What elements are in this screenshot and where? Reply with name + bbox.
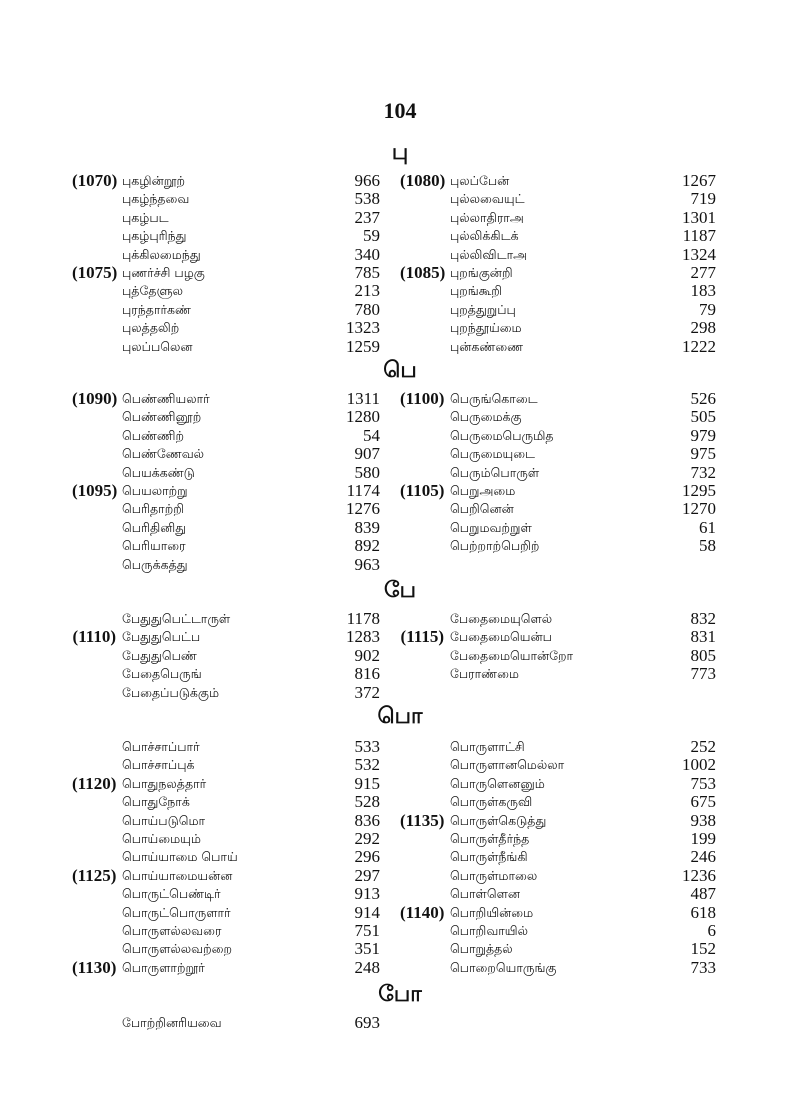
entry-word: பொருளாட்சி (450, 739, 525, 754)
entry-page-ref: 938 (690, 810, 716, 830)
entry-word: பொருளல்லவற்றை (122, 941, 232, 957)
index-entry (400, 338, 716, 356)
entry-word: பொருள்கருவி (450, 794, 533, 810)
entry-page-ref: 966 (354, 171, 380, 190)
entry-page-ref: 505 (690, 407, 716, 427)
entry-page-ref: 1323 (346, 318, 380, 338)
entry-word: பெண்ணியலார் (122, 391, 210, 406)
entry-page-ref: 914 (354, 902, 380, 922)
index-entry (400, 610, 716, 628)
index-entry (72, 867, 380, 885)
entry-page-ref: 1301 (682, 207, 716, 227)
index-entry (72, 482, 380, 500)
entry-page-ref: 963 (354, 554, 380, 574)
index-entry (72, 445, 380, 463)
entry-word: புகழ்பட (122, 209, 169, 225)
entry-page-ref: 79 (699, 299, 716, 319)
entry-word: பொதுநலத்தார் (122, 775, 207, 791)
entry-word: பொய்யாமையன்ன (122, 867, 233, 883)
entry-number: (1115) (400, 627, 444, 647)
index-entry (72, 647, 380, 665)
entry-page-ref: 773 (690, 664, 716, 684)
entry-number: (1130) (72, 957, 117, 977)
entry-word: பொருளாற்றூர் (122, 959, 205, 975)
index-entry (72, 848, 380, 866)
entry-page-ref: 1311 (346, 389, 380, 408)
entry-page-ref: 1270 (682, 499, 716, 519)
entry-word: புகழ்ந்தவை (122, 191, 190, 207)
index-entry (72, 338, 380, 356)
index-entry (400, 867, 716, 885)
entry-word: பேதைப்படுக்கும் (122, 684, 219, 700)
entry-page-ref: 1280 (346, 407, 380, 427)
index-entry (72, 264, 380, 282)
entry-page-ref: 1178 (346, 609, 380, 628)
entry-page-ref: 58 (699, 536, 716, 556)
entry-word: பொறிவாயில் (450, 922, 529, 938)
entry-page-ref: 751 (354, 920, 380, 940)
entry-word: புரந்தார்கண் (122, 301, 191, 317)
entry-page-ref: 183 (690, 281, 716, 301)
entry-page-ref: 733 (690, 957, 716, 977)
entry-word: பொருள்மாலை (450, 867, 538, 883)
entry-page-ref: 199 (690, 828, 716, 848)
entry-page-ref: 538 (354, 189, 380, 209)
entry-page-ref: 915 (354, 773, 380, 793)
entry-word: பேதுதுபெட்டாருள் (122, 611, 231, 626)
entry-word: பொறையொருங்கு (450, 959, 557, 975)
entry-page-ref: 805 (690, 645, 716, 665)
index-entry (72, 408, 380, 426)
index-entry (400, 282, 716, 300)
left-column (72, 172, 380, 356)
index-entry (400, 756, 716, 774)
index-entry (72, 959, 380, 977)
entry-word: பேதுதுபெண் (122, 647, 197, 663)
entry-page-ref: 1267 (682, 171, 716, 190)
entry-page-ref: 1324 (682, 244, 716, 264)
index-entry (400, 172, 716, 190)
entry-word: பெரிதினிது (122, 519, 187, 535)
entry-word: புலப்பலென (122, 338, 193, 354)
entry-number: (1135) (400, 810, 445, 830)
index-entry (400, 445, 716, 463)
entry-page-ref: 693 (354, 1013, 380, 1032)
right-column (400, 172, 716, 356)
entry-page-ref: 152 (690, 939, 716, 959)
entry-page-ref: 533 (354, 737, 380, 756)
entry-word: பொறியின்மை (450, 904, 534, 920)
entry-word: பேதுதுபெட்ப (122, 629, 201, 645)
entry-page-ref: 832 (690, 609, 716, 628)
entry-word: பெருமைக்கு (450, 409, 522, 425)
index-entry (400, 482, 716, 500)
entry-word: பொருட்பெண்டிர் (122, 886, 221, 902)
entry-page-ref: 296 (354, 847, 380, 867)
index-entry (72, 319, 380, 337)
entry-word: புகழ்புரிந்து (122, 228, 187, 244)
section-heading: பொ (377, 704, 423, 729)
index-entry (72, 904, 380, 922)
entry-number: (1110) (72, 627, 116, 647)
index-entry (400, 464, 716, 482)
index-entry (72, 775, 380, 793)
entry-page-ref: 902 (354, 645, 380, 665)
entry-word: பெண்ணேவல் (122, 446, 205, 462)
index-entry (72, 812, 380, 830)
index-entry (72, 209, 380, 227)
entry-word: பொய்மையும் (122, 830, 201, 846)
index-entry (72, 610, 380, 628)
index-entry (72, 793, 380, 811)
index-entry (72, 464, 380, 482)
entry-word: பெருமையுடை (450, 446, 535, 462)
index-entry (400, 647, 716, 665)
entry-word: பெறுமவற்றுள் (450, 519, 532, 535)
entry-page-ref: 785 (354, 262, 380, 282)
entry-word: பொருட்பொருளார் (122, 904, 231, 920)
index-entry (400, 264, 716, 282)
entry-word: புணர்ச்சி பழகு (122, 264, 205, 280)
entry-page-ref: 246 (690, 847, 716, 867)
index-entry (72, 1014, 380, 1032)
entry-page-ref: 1187 (682, 226, 716, 246)
entry-word: பேதைமையுளெல் (450, 611, 553, 626)
index-entry (400, 959, 716, 977)
entry-word: புல்லிக்கிடக் (450, 228, 519, 244)
left-column (72, 738, 380, 977)
index-entry (72, 556, 380, 574)
entry-number: (1140) (400, 902, 445, 922)
index-entry (72, 282, 380, 300)
entry-page-ref: 292 (354, 828, 380, 848)
entry-word: பேதைமையென்ப (450, 629, 552, 645)
entry-page-ref: 907 (354, 444, 380, 464)
index-entry (400, 390, 716, 408)
entry-page-ref: 839 (354, 517, 380, 537)
entry-page-ref: 580 (354, 462, 380, 482)
entry-page-ref: 1283 (346, 627, 380, 647)
left-column (72, 610, 380, 702)
entry-word: பொருளல்லவரை (122, 922, 222, 938)
index-entry (400, 209, 716, 227)
entry-page-ref: 59 (363, 226, 380, 246)
entry-page-ref: 1236 (682, 865, 716, 885)
entry-number: (1070) (72, 171, 118, 190)
entry-page-ref: 831 (690, 627, 716, 647)
entry-page-ref: 780 (354, 299, 380, 319)
entry-page-ref: 526 (690, 389, 716, 408)
entry-page-ref: 61 (699, 517, 716, 537)
entry-word: பொருள்கெடுத்து (450, 812, 547, 828)
entry-word: பெறினென் (450, 501, 514, 517)
entry-word: புக்கிலமைந்து (122, 246, 201, 262)
entry-page-ref: 248 (354, 957, 380, 977)
index-entry (72, 500, 380, 518)
right-column (400, 738, 716, 977)
index-entry (72, 190, 380, 208)
index-entry (400, 519, 716, 537)
left-column (72, 390, 380, 574)
entry-word: பொருள்நீங்கி (450, 849, 528, 865)
entry-page-ref: 213 (354, 281, 380, 301)
entry-page-ref: 340 (354, 244, 380, 264)
section-heading: பெ (383, 358, 417, 383)
index-entry (400, 940, 716, 958)
entry-word: பெரும்பொருள் (450, 464, 540, 480)
entry-page-ref: 277 (690, 262, 716, 282)
entry-word: பொச்சாப்பார் (122, 739, 200, 754)
index-entry (72, 830, 380, 848)
entry-page-ref: 297 (354, 865, 380, 885)
entry-page-ref: 1259 (346, 336, 380, 356)
index-entry (72, 537, 380, 555)
entry-page-ref: 54 (363, 425, 380, 445)
section-heading: பு (391, 140, 409, 165)
entry-number: (1125) (72, 865, 117, 885)
entry-page-ref: 1002 (682, 755, 716, 775)
entry-page-ref: 487 (690, 884, 716, 904)
entry-word: புறங்கூறி (450, 283, 503, 299)
index-entry (400, 830, 716, 848)
index-entry (400, 922, 716, 940)
index-entry (72, 301, 380, 319)
entry-word: பெண்ணிற் (122, 427, 185, 443)
entry-number: (1080) (400, 171, 446, 190)
index-entry (400, 227, 716, 245)
index-entry (400, 848, 716, 866)
index-entry (400, 904, 716, 922)
entry-word: பேதைபெருங் (122, 666, 202, 682)
entry-page-ref: 979 (690, 425, 716, 445)
entry-page-ref: 975 (690, 444, 716, 464)
index-entry (400, 301, 716, 319)
entry-number: (1075) (72, 262, 118, 282)
entry-word: பெருக்கத்து (122, 556, 188, 572)
entry-page-ref: 532 (354, 755, 380, 775)
entry-word: புலப்பேன் (450, 173, 510, 188)
entry-number: (1095) (72, 480, 118, 500)
entry-word: பெருங்கொடை (450, 391, 538, 406)
entry-word: பெயக்கண்டு (122, 464, 195, 480)
index-entry (72, 519, 380, 537)
entry-word: பெருமைபெருமித (450, 427, 554, 443)
entry-page-ref: 719 (690, 189, 716, 209)
index-entry (72, 684, 380, 702)
entry-page-ref: 528 (354, 792, 380, 812)
index-entry (72, 227, 380, 245)
index-entry (72, 628, 380, 646)
entry-word: பொள்ளென (450, 886, 520, 902)
entry-page-ref: 618 (690, 902, 716, 922)
entry-number: (1100) (400, 389, 445, 408)
entry-word: பொருள்தீர்ந்த (450, 830, 530, 846)
entry-word: பொதுநோக் (122, 794, 190, 810)
entry-word: புலத்தலிற் (122, 320, 180, 336)
index-entry (400, 793, 716, 811)
entry-page-ref: 1174 (346, 480, 380, 500)
index-entry (400, 190, 716, 208)
index-entry (400, 319, 716, 337)
entry-word: பெயலாற்று (122, 482, 188, 498)
index-entry (400, 738, 716, 756)
entry-word: புன்கண்ணை (450, 338, 524, 354)
entry-word: புறந்தூய்மை (450, 320, 522, 336)
entry-page-ref: 1276 (346, 499, 380, 519)
entry-page-ref: 892 (354, 536, 380, 556)
index-entry (400, 812, 716, 830)
index-entry (400, 500, 716, 518)
entry-page-ref: 237 (354, 207, 380, 227)
entry-word: பொறுத்தல் (450, 941, 513, 957)
section-heading: போ (378, 982, 422, 1007)
entry-word: புறங்குன்றி (450, 264, 513, 280)
page-number: 104 (383, 98, 417, 123)
section-heading: பே (384, 578, 416, 603)
index-entry (72, 172, 380, 190)
index-entry (400, 246, 716, 264)
entry-word: பொருளெனனும் (450, 775, 545, 791)
entry-number: (1120) (72, 773, 117, 793)
entry-number: (1105) (400, 480, 445, 500)
entry-page-ref: 351 (354, 939, 380, 959)
entry-page-ref: 252 (690, 737, 716, 756)
entry-page-ref: 675 (690, 792, 716, 812)
entry-page-ref: 1222 (682, 336, 716, 356)
entry-number: (1085) (400, 262, 446, 282)
index-entry (72, 246, 380, 264)
index-entry (400, 885, 716, 903)
entry-word: பொய்படுமொ (122, 812, 206, 828)
entry-word: பெரிதாற்றி (122, 501, 184, 517)
entry-word: பெண்ணினூற் (122, 409, 202, 425)
entry-word: பொய்யாமை பொய் (122, 849, 238, 865)
index-entry (72, 665, 380, 683)
right-column (400, 610, 716, 684)
entry-word: பொருளானமெல்லா (450, 757, 565, 773)
entry-word: பெறுஅமை (450, 482, 516, 498)
entry-word: பேராண்மை (450, 666, 519, 682)
index-entry (72, 922, 380, 940)
entry-page-ref: 372 (354, 682, 380, 702)
index-entry (72, 756, 380, 774)
entry-word: பேதைமையொன்றோ (450, 647, 574, 663)
index-entry (400, 537, 716, 555)
index-entry (72, 390, 380, 408)
index-entry (400, 628, 716, 646)
entry-number: (1090) (72, 389, 118, 408)
index-entry (72, 940, 380, 958)
entry-page-ref: 836 (354, 810, 380, 830)
entry-word: புல்லாதிராஅ (450, 209, 524, 225)
entry-word: புல்லிவிடாஅ (450, 246, 528, 262)
entry-page-ref: 6 (707, 920, 716, 940)
entry-word: பெரியாரை (122, 538, 186, 554)
entry-page-ref: 816 (354, 664, 380, 684)
entry-page-ref: 732 (690, 462, 716, 482)
entry-word: புகழின்றூற் (122, 173, 186, 188)
index-entry (400, 427, 716, 445)
index-entry (72, 427, 380, 445)
entry-word: புறத்துறுப்பு (450, 301, 516, 317)
index-entry (72, 885, 380, 903)
entry-page-ref: 753 (690, 773, 716, 793)
entry-page-ref: 298 (690, 318, 716, 338)
entry-word: பொச்சாப்புக் (122, 757, 195, 773)
index-entry (400, 665, 716, 683)
entry-word: புல்லவையுட் (450, 191, 525, 207)
index-entry (400, 408, 716, 426)
left-column (72, 1014, 380, 1032)
right-column (400, 390, 716, 556)
entry-word: புத்தேளுல (122, 283, 183, 299)
entry-page-ref: 913 (354, 884, 380, 904)
entry-word: பெற்றாற்பெறிற் (450, 538, 540, 554)
index-entry (72, 738, 380, 756)
index-entry (400, 775, 716, 793)
entry-word: போற்றினரியவை (122, 1015, 222, 1030)
entry-page-ref: 1295 (682, 480, 716, 500)
